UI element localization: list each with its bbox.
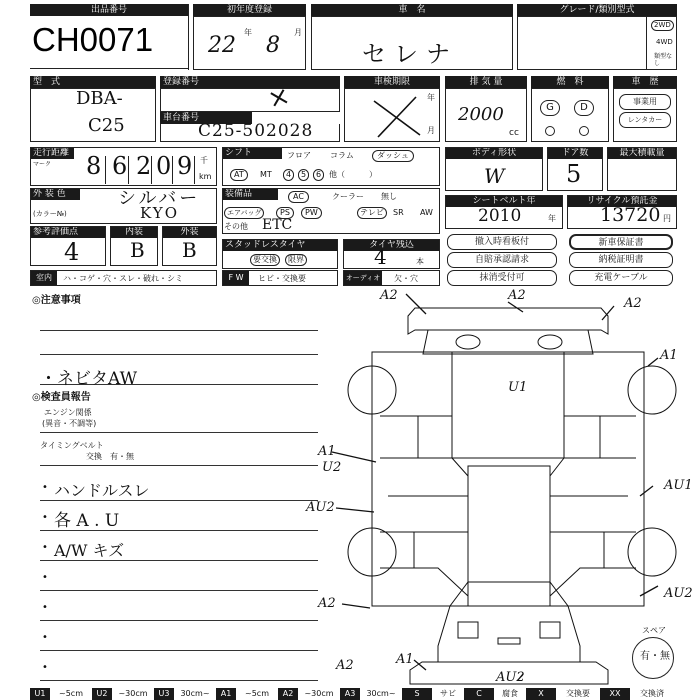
color-code-value: KYO bbox=[140, 204, 180, 222]
drive-divider bbox=[646, 16, 647, 70]
chassis-number: C25-502028 bbox=[198, 121, 314, 141]
entry-rule-7 bbox=[40, 680, 318, 681]
inspection-cross-mark bbox=[370, 95, 426, 139]
legend-text-u1: ~5cm bbox=[59, 689, 83, 698]
exterior-grade-label: 外装 bbox=[162, 226, 217, 238]
legend-text-x: 交換要 bbox=[566, 689, 590, 698]
mileage-digit-2: 6 bbox=[112, 152, 128, 180]
mark-3: A2 bbox=[624, 296, 642, 311]
doc-new-warranty: 新車保証書 bbox=[569, 234, 673, 250]
wheel-rear-right bbox=[628, 366, 676, 414]
entry-bullet-6: • bbox=[42, 632, 48, 643]
mark-5: U1 bbox=[508, 380, 528, 395]
interior-grade-label: 内装 bbox=[110, 226, 158, 238]
shift-mt: MT bbox=[260, 170, 272, 179]
first-reg-month: 8 bbox=[266, 33, 280, 58]
history-business: 事業用 bbox=[619, 94, 671, 110]
doors-label: ドア数 bbox=[547, 147, 603, 159]
recycle-unit: 円 bbox=[663, 214, 671, 223]
entry-rule-5 bbox=[40, 620, 318, 621]
interior-row-label: 室内 bbox=[31, 271, 57, 285]
mark-13: A1 bbox=[396, 652, 414, 667]
color-code-label: (カラー№) bbox=[33, 210, 67, 218]
tires-unit: 本 bbox=[416, 257, 424, 266]
mark-1: A2 bbox=[380, 288, 398, 303]
wheel-front-right bbox=[628, 528, 676, 576]
mark-11: A2 bbox=[318, 596, 336, 611]
legend-text-xx: 交換済 bbox=[640, 689, 664, 698]
shift-column: コラム bbox=[330, 151, 354, 160]
history-label: 車 歴 bbox=[613, 76, 677, 88]
first-reg-month-unit: 月 bbox=[294, 28, 302, 37]
fuel-label: 燃 料 bbox=[531, 76, 609, 88]
entry-rule-1 bbox=[40, 500, 318, 501]
ref-grade-value: 4 bbox=[64, 238, 80, 266]
first-reg-label: 初年度登録 bbox=[193, 4, 306, 16]
mileage-digit-3: 2 bbox=[136, 152, 152, 180]
mileage-sep-4 bbox=[172, 156, 173, 184]
right-pillar-lines bbox=[600, 416, 604, 568]
legend-text-u2: ~30cm bbox=[118, 689, 148, 698]
first-reg-year: 22 bbox=[208, 33, 236, 58]
chassis-label: 車台番号 bbox=[160, 112, 252, 124]
displacement-label: 排 気 量 bbox=[445, 76, 527, 88]
shift-at: AT bbox=[230, 169, 248, 181]
left-pillar-lines bbox=[414, 416, 418, 568]
lot-number: CH0071 bbox=[32, 21, 154, 58]
type-value-2: C25 bbox=[88, 115, 125, 136]
mileage-sep-1 bbox=[105, 156, 106, 184]
shift-dash: ダッシュ bbox=[372, 150, 414, 162]
fuel-box bbox=[531, 88, 609, 142]
drive-2wd: 2WD bbox=[651, 20, 674, 31]
reg-box bbox=[160, 88, 340, 112]
audio-row-items: 欠・穴 bbox=[394, 274, 418, 283]
mileage-unit-thousand: 千 bbox=[200, 156, 208, 165]
left-side-upper bbox=[380, 416, 468, 596]
mark-2: A2 bbox=[508, 288, 526, 303]
doc-cancel: 抹消受付可 bbox=[447, 270, 557, 286]
legend-text-a1: ~5cm bbox=[245, 689, 269, 698]
legend-code-xx: XX bbox=[600, 688, 630, 700]
entry-bullet-7: • bbox=[42, 662, 48, 673]
caution-rule-2 bbox=[40, 354, 318, 355]
exterior-grade-value: B bbox=[182, 238, 197, 262]
equip-airbag: エアバッグ bbox=[224, 207, 264, 219]
recycle-value: 13720 bbox=[600, 204, 661, 226]
doc-import: 撤入時看板付 bbox=[447, 234, 557, 250]
studless-near-limit: 限界 bbox=[285, 254, 307, 266]
inspector-label: ◎検査員報告 bbox=[32, 392, 91, 403]
right-side-upper bbox=[550, 416, 636, 596]
interior-row-items: ハ・コゲ・穴・スレ・破れ・シミ bbox=[63, 274, 183, 283]
legend-text-c: 腐食 bbox=[502, 689, 518, 698]
mileage-digit-1: 8 bbox=[86, 152, 102, 180]
legend-code-a1: A1 bbox=[216, 688, 236, 700]
entry-bullet-5: • bbox=[42, 602, 48, 613]
shift-label: シフト bbox=[222, 147, 282, 159]
tires-box bbox=[343, 239, 440, 269]
legend-bar bbox=[30, 688, 680, 700]
entry-rule-3 bbox=[40, 560, 318, 561]
entry-bullet-1: • bbox=[42, 482, 48, 493]
body-type-value: W bbox=[484, 164, 505, 188]
inspector-entry-2: 各 A . U bbox=[54, 511, 120, 531]
mileage-sep-3 bbox=[151, 156, 152, 184]
entry-bullet-4: • bbox=[42, 572, 48, 583]
displacement-unit: cc bbox=[509, 128, 519, 138]
caution-rule-1 bbox=[40, 330, 318, 331]
mileage-digit-5: 9 bbox=[177, 152, 193, 180]
mileage-digit-4: 0 bbox=[156, 152, 172, 180]
mark-7: U2 bbox=[322, 460, 342, 475]
doc-tax-cert: 納税証明書 bbox=[569, 252, 673, 268]
fuel-extra-1 bbox=[545, 126, 555, 136]
equipment-label: 装備品 bbox=[222, 188, 278, 200]
entry-rule-2 bbox=[40, 530, 318, 531]
fuel-extra-2 bbox=[579, 126, 589, 136]
entry-rule-4 bbox=[40, 590, 318, 591]
entry-bullet-3: • bbox=[42, 542, 48, 553]
engine-sub: (異音・不調等) bbox=[42, 419, 97, 428]
equip-other-value: ETC bbox=[262, 217, 293, 233]
timing-sub: 交換 有・無 bbox=[86, 452, 134, 461]
tires-value: 4 bbox=[374, 245, 387, 269]
drive-4wd: 4WD bbox=[656, 38, 673, 46]
reg-label: 登録番号 bbox=[160, 76, 340, 88]
grille bbox=[498, 638, 520, 644]
legend-code-u2: U2 bbox=[92, 688, 112, 700]
doors-value: 5 bbox=[566, 160, 582, 188]
seatbelt-value: 2010 bbox=[478, 206, 522, 226]
history-rental: レンタカー bbox=[619, 112, 671, 128]
seatbelt-unit: 年 bbox=[548, 214, 556, 223]
drive-unknown: 類型なし bbox=[654, 53, 673, 67]
shift-speed-4: 4 bbox=[283, 169, 294, 181]
legend-code-a2: A2 bbox=[278, 688, 298, 700]
inspector-entry-3: A/W キズ bbox=[54, 541, 125, 560]
equip-pw: PW bbox=[301, 207, 322, 219]
lot-label: 出品番号 bbox=[30, 4, 188, 16]
caution-entry: ・ネビタAW bbox=[40, 369, 138, 389]
mark-14: AU2 bbox=[496, 670, 525, 685]
engine-rule bbox=[40, 432, 318, 433]
shift-floor: フロア bbox=[287, 151, 311, 160]
body-type-label: ボディ形状 bbox=[445, 147, 543, 159]
legend-code-u3: U3 bbox=[154, 688, 174, 700]
first-reg-year-unit: 年 bbox=[244, 28, 252, 37]
equip-ac: AC bbox=[288, 191, 309, 203]
equip-ps: PS bbox=[276, 207, 294, 219]
model-label: 車 名 bbox=[311, 4, 513, 16]
entry-rule-6 bbox=[40, 650, 318, 651]
grade-label: グレード/類別型式 bbox=[517, 4, 677, 16]
capacity-label: 最大積載量 bbox=[607, 147, 677, 159]
legend-text-a3: 30cm~ bbox=[366, 689, 396, 698]
studless-box bbox=[222, 239, 338, 269]
rear-light-left bbox=[456, 335, 480, 349]
mark-8: AU1 bbox=[664, 478, 693, 493]
fuel-gasoline: G bbox=[540, 100, 560, 116]
shift-speed-6: 6 bbox=[313, 169, 324, 181]
displacement-value: 2000 bbox=[458, 104, 504, 125]
legend-code-x: X bbox=[526, 688, 556, 700]
doc-self-approval: 自賠承認請求 bbox=[447, 252, 557, 268]
doc-charge-cable: 充電ケーブル bbox=[569, 270, 673, 286]
mark-6: A1 bbox=[318, 444, 336, 459]
equip-cooler: クーラー bbox=[332, 192, 364, 201]
timing-rule bbox=[40, 465, 318, 466]
mileage-label: 走行距離 bbox=[30, 147, 74, 159]
roof-panel bbox=[452, 352, 564, 458]
studless-replaced: 要交換 bbox=[250, 254, 280, 266]
inspection-label: 車検期限 bbox=[344, 76, 440, 88]
inspection-month-unit: 月 bbox=[427, 126, 435, 135]
fw-row-label: F W bbox=[223, 271, 249, 285]
mark-9: AU2 bbox=[306, 500, 335, 515]
mileage-sep-2 bbox=[128, 156, 129, 184]
front-hood bbox=[438, 606, 580, 662]
lot-divider bbox=[188, 4, 189, 70]
legend-code-c: C bbox=[464, 688, 494, 700]
ref-grade-label: 参考評価点 bbox=[30, 226, 106, 238]
type-label: 型 式 bbox=[30, 76, 156, 88]
equip-tv: テレビ bbox=[357, 207, 387, 219]
studless-label: スタッドレスタイヤ bbox=[222, 239, 338, 251]
inspection-year-unit: 年 bbox=[427, 93, 435, 102]
spare-value: 有・無 bbox=[640, 651, 670, 662]
equip-sr: SR bbox=[393, 208, 404, 217]
legend-text-a2: ~30cm bbox=[304, 689, 334, 698]
mileage-mark-label: マーク bbox=[33, 161, 52, 168]
color-value: シルバー bbox=[118, 188, 201, 209]
audio-row-label: オーディオ bbox=[344, 271, 382, 285]
entry-bullet-2: • bbox=[42, 512, 48, 523]
reg-value: × bbox=[264, 80, 294, 116]
seatbelt-label: シートベルト年 bbox=[445, 195, 563, 207]
mark-4: A1 bbox=[660, 348, 678, 363]
recycle-label: リサイクル預託金 bbox=[567, 195, 677, 207]
caution-label: ◎注意事項 bbox=[32, 295, 81, 306]
legend-code-u1: U1 bbox=[30, 688, 50, 700]
center-roof bbox=[468, 466, 550, 582]
model-name: セレナ bbox=[362, 40, 458, 68]
equip-other-label: その他 bbox=[224, 222, 248, 231]
mark-12: A2 bbox=[336, 658, 354, 673]
capacity-box bbox=[607, 147, 677, 191]
interior-grade-value: B bbox=[130, 238, 145, 262]
fw-row-items: ヒビ・交換要 bbox=[258, 274, 306, 283]
front-lights bbox=[458, 622, 560, 638]
equip-none: 無し bbox=[381, 192, 397, 201]
shift-other: 他（ ） bbox=[329, 170, 377, 179]
legend-code-a3: A3 bbox=[340, 688, 360, 700]
mark-10: AU2 bbox=[664, 586, 693, 601]
tires-label: タイヤ残込 bbox=[343, 239, 440, 251]
shift-speed-5: 5 bbox=[298, 169, 309, 181]
legend-text-u3: 30cm~ bbox=[180, 689, 210, 698]
mileage-sep-5 bbox=[194, 156, 195, 184]
mileage-unit-km: km bbox=[199, 172, 212, 181]
engine-label: エンジン関係 bbox=[44, 408, 92, 417]
legend-text-s: サビ bbox=[440, 689, 456, 698]
timing-label: タイミングベルト bbox=[40, 441, 104, 450]
legend-code-s: S bbox=[402, 688, 432, 700]
rear-glass bbox=[423, 330, 593, 354]
type-value-1: DBA- bbox=[76, 88, 123, 109]
color-label: 外 装 色 bbox=[30, 188, 80, 200]
rear-light-right bbox=[538, 335, 562, 349]
equip-aw: AW bbox=[420, 208, 433, 217]
spare-label: スペア bbox=[642, 626, 666, 635]
fuel-diesel: D bbox=[574, 100, 594, 116]
inspector-entry-1: ハンドルスレ bbox=[54, 481, 150, 500]
